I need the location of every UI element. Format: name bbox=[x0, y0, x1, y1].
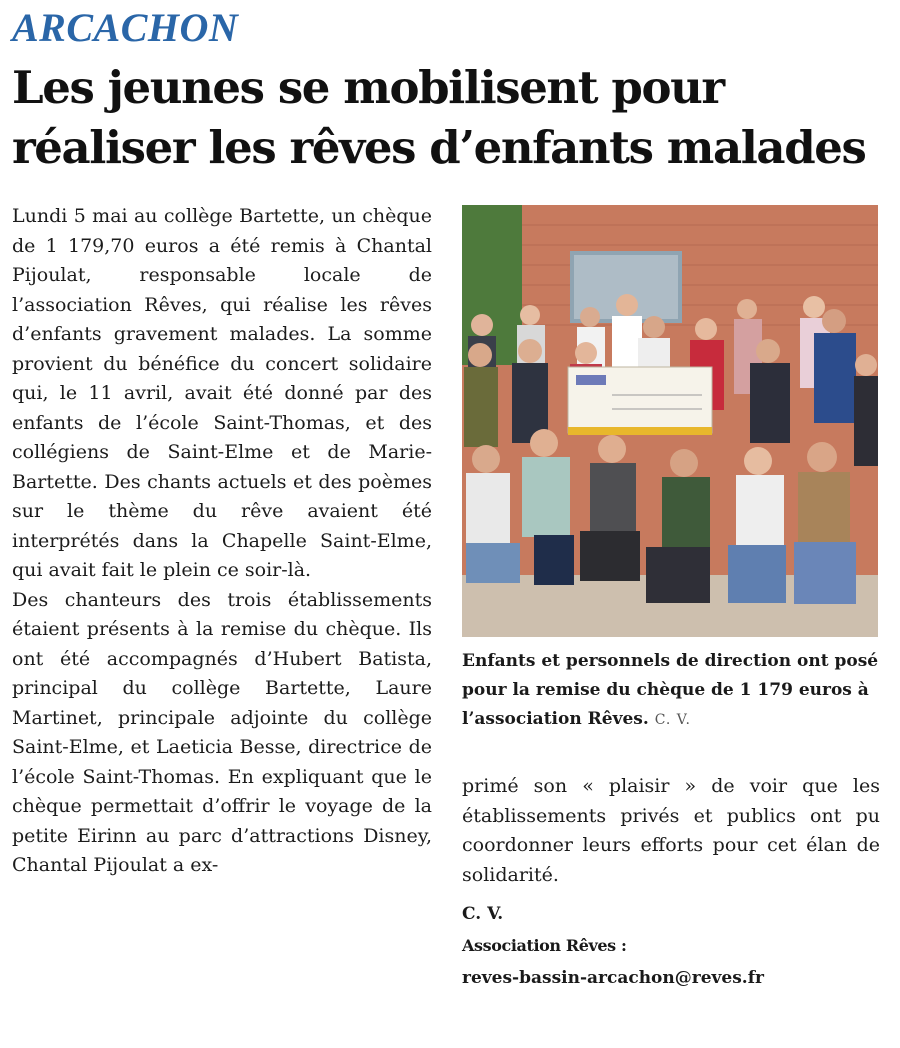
contact-email: reves-bassin-arcachon@reves.fr bbox=[462, 968, 764, 988]
body-paragraph: Des chanteurs des trois établissements étaient présents à la remise du chèque. Ils ont été accompagnés d’Hubert Batista, principal du collège Bartette, Laure Martinet, principale adjointe du collège Saint-Elme, et Laeticia Besse, directrice de l’école Saint-Thomas. En expliquant que le chèque permettait d’offrir le voyage de la petite Eirinn au parc d’attractions Disney, Chantal Pijoulat a ex- bbox=[12, 588, 432, 876]
group-photo-illustration bbox=[462, 205, 878, 637]
section-kicker: ARCACHON bbox=[12, 5, 239, 50]
body-paragraph: Lundi 5 mai au collège Bartette, un chèque de 1 179,70 euros a été remis à Chantal Pijoulat, responsable locale de l’association Rêves, qui réalise les rêves d’enfants gravement malades. La somme provient du bénéfice du concert solidaire qui, le 11 avril, avait été donné par des enfants de l’école Saint-Thomas, et des collégiens de Saint-Elme et de Marie-Bartette. Des chants actuels et des poèmes sur le thème du rêve avaient été interprétés dans la Chapelle Saint-Elme, qui avait fait le plein ce soir-là. bbox=[12, 205, 432, 581]
author-signature: C. V. bbox=[462, 904, 504, 924]
headline: Les jeunes se mobilisent pour réaliser les rêves d’enfants malades bbox=[12, 61, 866, 174]
article-photo bbox=[462, 205, 878, 637]
photo-caption bbox=[462, 647, 882, 735]
photo-credit: C. V. bbox=[654, 712, 691, 728]
body-paragraph: primé son « plaisir » de voir que les établissements privés et publics ont pu coordonner leurs efforts pour cet élan de solidarité. bbox=[462, 775, 880, 886]
body-column-left bbox=[12, 202, 432, 881]
body-column-right bbox=[462, 772, 880, 890]
contact-label: Association Rêves : bbox=[462, 936, 627, 955]
caption-text: Enfants et personnels de direction ont posé pour la remise du chèque de 1 179 euros à l’association Rêves. bbox=[462, 651, 879, 729]
